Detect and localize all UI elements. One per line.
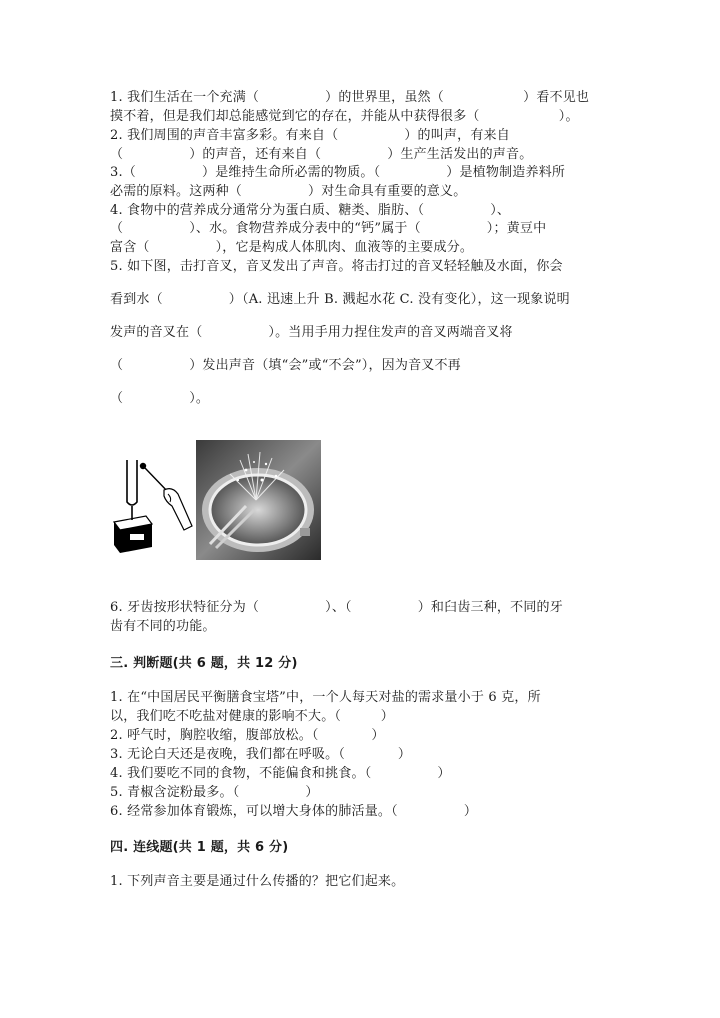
q6-line2: 齿有不同的功能。	[110, 619, 216, 634]
tuning-fork-in-water-photo-icon	[196, 440, 321, 560]
q1-line1: 1. 我们生活在一个充满（ ）的世界里，虽然（ ）看不见也	[110, 90, 590, 105]
judge-q1-line2: 以，我们吃不吃盐对健康的影响不大。（ ）	[110, 709, 394, 724]
q4-line1: 4. 食物中的营养成分通常分为蛋白质、糖类、脂肪、（ ）、	[110, 203, 511, 218]
q5-line1: 5. 如下图，击打音叉，音叉发出了声音。将击打过的音叉轻轻触及水面，你会	[110, 259, 563, 274]
q5-line2: 看到水（ ）（A. 迅速上升 B. 溅起水花 C. 没有变化），这一现象说明	[110, 292, 570, 307]
q2-line1: 2. 我们周围的声音丰富多彩。有来自（ ）的叫声，有来自	[110, 128, 510, 143]
judge-q4: 4. 我们要吃不同的食物，不能偏食和挑食。（ ）	[110, 766, 451, 781]
tuning-fork-on-box-drawing-icon	[108, 440, 198, 560]
tuning-fork-figure	[108, 440, 323, 560]
q5-line4: （ ）发出声音（填“会”或“不会”），因为音叉不再	[110, 358, 461, 373]
q3-line1: 3.（ ）是维持生命所必需的物质。（ ）是植物制造养料所	[110, 165, 566, 180]
match-q1: 1. 下列声音主要是通过什么传播的？把它们起来。	[110, 874, 405, 889]
q5-line3: 发声的音叉在（ ）。当用手用力捏住发声的音叉两端音叉将	[110, 325, 513, 340]
section4-title: 四. 连线题(共 1 题，共 6 分)	[110, 840, 289, 855]
q5-line5: （ ）。	[110, 391, 210, 406]
judge-q2: 2. 呼气时，胸腔收缩，腹部放松。（ ）	[110, 728, 385, 743]
q2-line2: （ ）的声音，还有来自（ ）生产生活发出的声音。	[110, 147, 533, 162]
q4-line3: 富含（ ），它是构成人体肌肉、血液等的主要成分。	[110, 240, 474, 255]
q1-line2: 摸不着，但是我们却总能感觉到它的存在，并能从中获得很多（ ）。	[110, 109, 579, 124]
q6-line1: 6. 牙齿按形状特征分为（ ）、（ ）和臼齿三种，不同的牙	[110, 600, 563, 615]
q3-line2: 必需的原料。这两种（ ）对生命具有重要的意义。	[110, 184, 467, 199]
judge-q5: 5. 青椒含淀粉最多。（ ）	[110, 785, 319, 800]
q4-line2: （ ）、水。食物营养成分表中的“钙”属于（ ）；黄豆中	[110, 221, 547, 236]
judge-q1-line1: 1. 在“中国居民平衡膳食宝塔”中，一个人每天对盐的需求量小于 6 克，所	[110, 690, 541, 705]
judge-q3: 3. 无论白天还是夜晚，我们都在呼吸。（ ）	[110, 747, 412, 762]
section3-title: 三. 判断题(共 6 题，共 12 分)	[110, 656, 298, 671]
judge-q6: 6. 经常参加体育锻炼，可以增大身体的肺活量。（ ）	[110, 804, 478, 819]
